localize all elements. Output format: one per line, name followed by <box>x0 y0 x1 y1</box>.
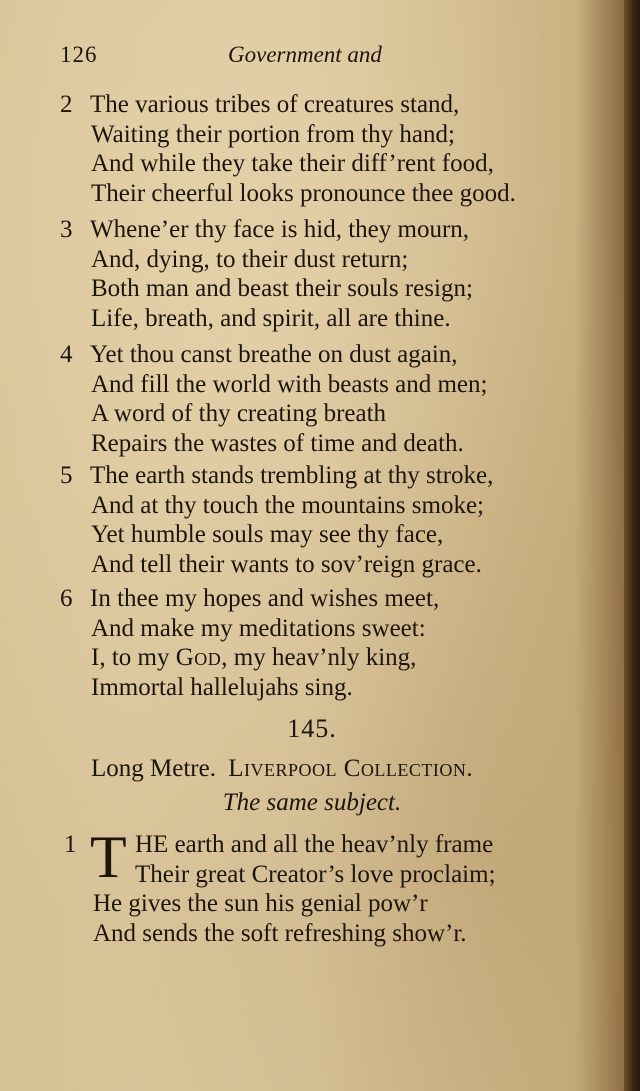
verse-line: HE earth and all the heav’nly frame <box>135 831 494 858</box>
verse-line: And, dying, to their dust return; <box>91 245 409 273</box>
verse-line: Yet humble souls may see thy face, <box>91 521 444 548</box>
running-head-title: Government and <box>228 42 382 67</box>
line-part: I, to my God, my heav’nly king, <box>91 644 417 671</box>
stanza-number: 1 <box>64 831 77 858</box>
page-number: 126 <box>60 42 98 67</box>
verse-line: And sends the soft refreshing show’r. <box>93 919 467 947</box>
stanza-number: 3 <box>60 216 73 243</box>
stanza-number: 6 <box>60 585 73 612</box>
verse-line: Life, breath, and spirit, all are thine. <box>91 304 451 332</box>
stanza-number: 5 <box>60 462 73 489</box>
verse-line: In thee my hopes and wishes meet, <box>90 585 440 612</box>
drop-cap: T <box>90 824 127 890</box>
verse-line: A word of thy creating breath <box>91 400 387 427</box>
verse-line: And fill the world with beasts and men; <box>91 370 488 398</box>
bleed-through-text <box>150 950 450 975</box>
verse-line: And tell their wants to sov’reign grace. <box>91 550 482 578</box>
running-head <box>60 42 420 72</box>
tune-source: Liverpool Collection. <box>228 755 474 782</box>
verse-line: And make my meditations sweet: <box>91 614 426 642</box>
verse-line: Their cheerful looks pronounce thee good. <box>91 179 516 207</box>
verse-line: The various tribes of creatures stand, <box>90 91 460 118</box>
verse-line: Both man and beast their souls resign; <box>91 275 473 302</box>
verse-line: He gives the sun his genial pow’r <box>93 890 428 917</box>
meter: Long Metre. <box>91 755 216 782</box>
page-edge-binding <box>624 0 640 1091</box>
meter-line <box>91 755 561 783</box>
verse-line: And while they take their diff’rent food, <box>91 150 494 177</box>
verse-line: Whene’er thy face is hid, they mourn, <box>90 216 470 243</box>
verse-line-with-small-caps <box>91 643 416 673</box>
verse-line: Waiting their portion from thy hand; <box>91 120 455 148</box>
stanza-number: 4 <box>60 341 73 368</box>
verse-line: Their great Creator’s love proclaim; <box>135 860 496 888</box>
hymn-number: 145. <box>287 714 337 743</box>
verse-line: Yet thou canst breathe on dust again, <box>90 341 458 368</box>
hymn-subject: The same subject. <box>222 789 402 816</box>
verse-line: Repairs the wastes of time and death. <box>91 429 464 457</box>
verse-line: And at thy touch the mountains smoke; <box>91 491 485 519</box>
divine-name: God <box>175 644 222 671</box>
verse-line: Immortal hallelujahs sing. <box>91 673 353 701</box>
verse-line: The earth stands trembling at thy stroke, <box>90 462 494 489</box>
stanza-number: 2 <box>60 91 73 118</box>
